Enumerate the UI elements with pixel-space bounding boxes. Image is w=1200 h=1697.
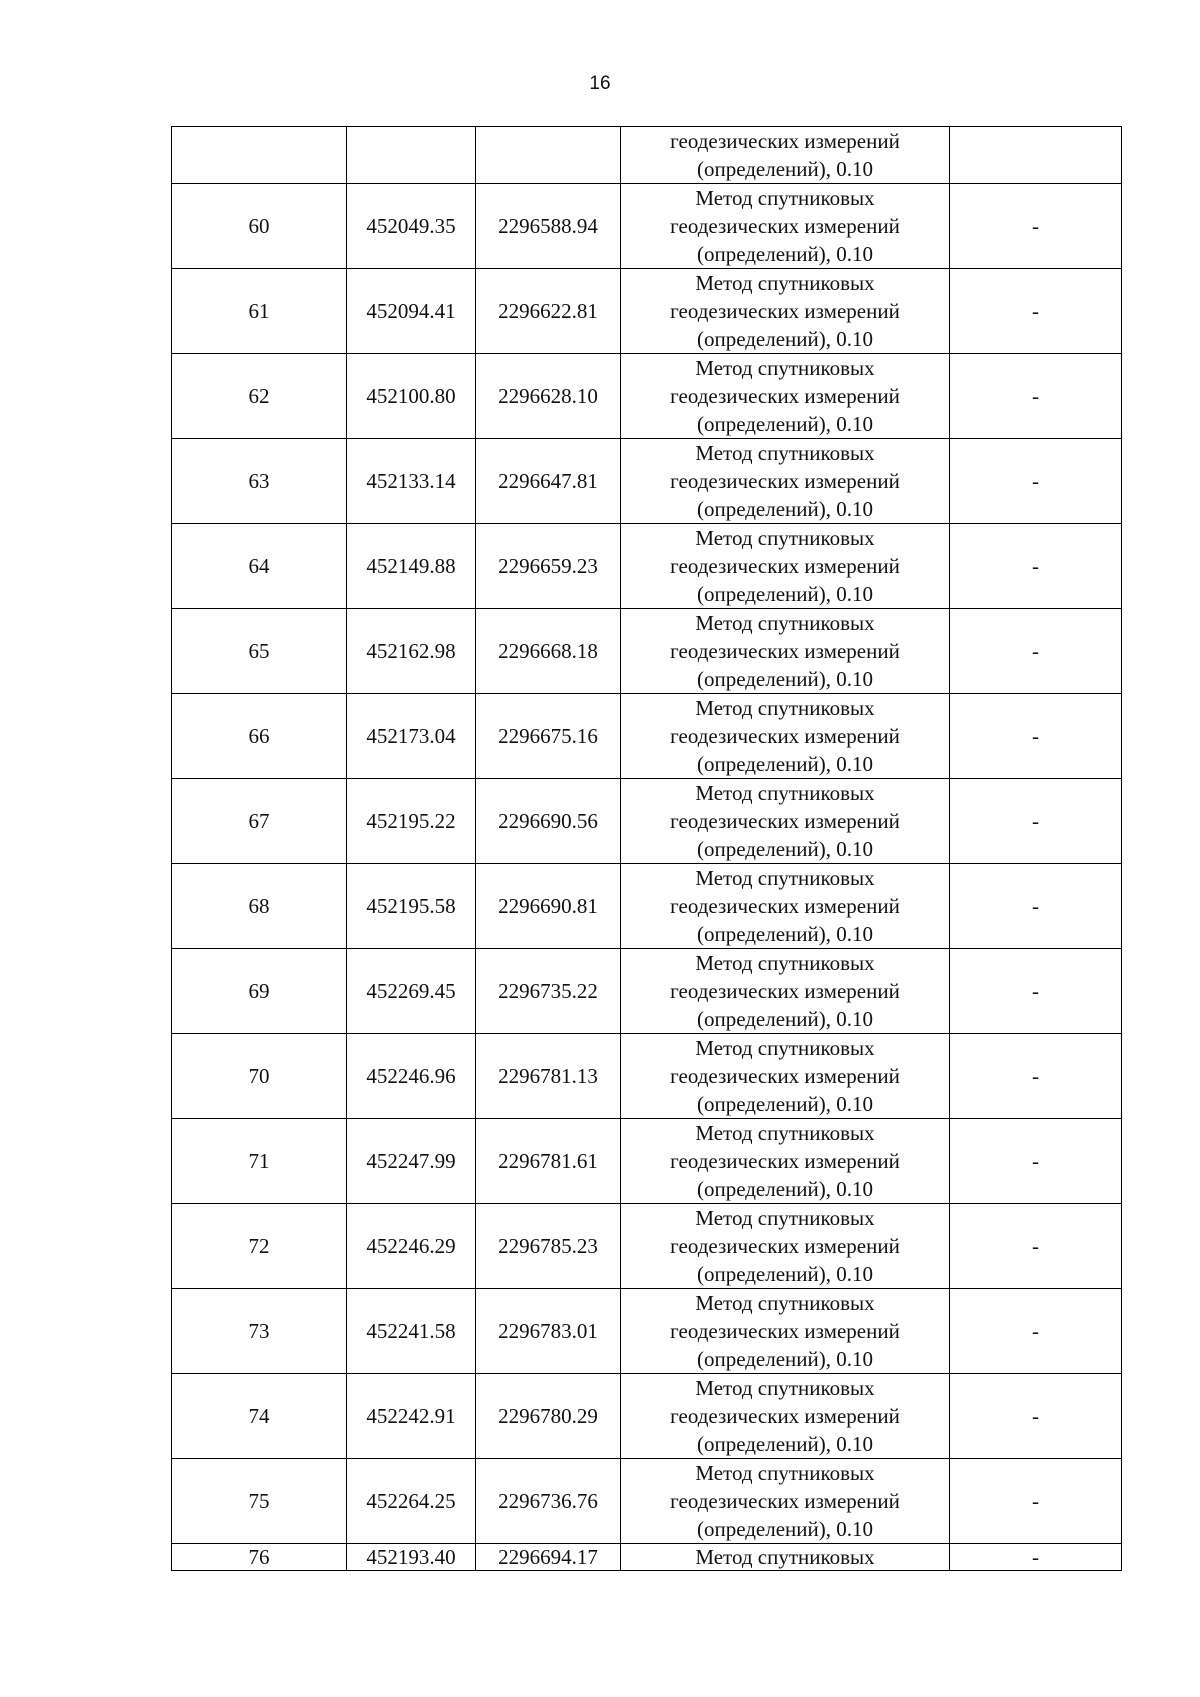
- cell-method: Метод спутниковых геодезических измерений (определений), 0.10: [621, 524, 950, 609]
- cell-x: 452247.99: [347, 1119, 476, 1204]
- table-row: [172, 1204, 1122, 1289]
- table-row-truncated: [172, 1544, 1122, 1571]
- cell-y: 2296668.18: [476, 609, 621, 694]
- cell-y: 2296675.16: [476, 694, 621, 779]
- cell-x: 452195.22: [347, 779, 476, 864]
- cell-description: -: [950, 524, 1122, 609]
- cell-x: 452195.58: [347, 864, 476, 949]
- cell-x: 452049.35: [347, 184, 476, 269]
- cell-number: 66: [172, 694, 347, 779]
- cell-method: Метод спутниковых геодезических измерений (определений), 0.10: [621, 1289, 950, 1374]
- table-row: [172, 1289, 1122, 1374]
- cell-method: Метод спутниковых геодезических измерений (определений), 0.10: [621, 439, 950, 524]
- table-row: [172, 184, 1122, 269]
- table-row: [172, 439, 1122, 524]
- cell-description: -: [950, 184, 1122, 269]
- cell-y: 2296781.13: [476, 1034, 621, 1119]
- cell-x: 452246.96: [347, 1034, 476, 1119]
- cell-method: геодезических измерений (определений), 0.10: [621, 127, 950, 184]
- table-row: [172, 524, 1122, 609]
- cell-number: 62: [172, 354, 347, 439]
- cell-number: 72: [172, 1204, 347, 1289]
- cell-method: Метод спутниковых: [621, 1544, 950, 1571]
- cell-description: -: [950, 1544, 1122, 1571]
- cell-x: [347, 127, 476, 184]
- cell-description: -: [950, 1034, 1122, 1119]
- cell-description: -: [950, 1204, 1122, 1289]
- cell-y: 2296659.23: [476, 524, 621, 609]
- cell-description: -: [950, 609, 1122, 694]
- cell-x: 452264.25: [347, 1459, 476, 1544]
- cell-y: 2296783.01: [476, 1289, 621, 1374]
- table-row-continuation: [172, 127, 1122, 184]
- cell-number: 69: [172, 949, 347, 1034]
- table-row: [172, 949, 1122, 1034]
- cell-method: Метод спутниковых геодезических измерений (определений), 0.10: [621, 694, 950, 779]
- table-row: [172, 864, 1122, 949]
- cell-y: 2296628.10: [476, 354, 621, 439]
- cell-description: -: [950, 949, 1122, 1034]
- cell-y: 2296690.56: [476, 779, 621, 864]
- coordinates-table-body: [172, 127, 1122, 1571]
- coordinates-table: [171, 126, 1122, 1571]
- cell-y: 2296694.17: [476, 1544, 621, 1571]
- cell-x: 452173.04: [347, 694, 476, 779]
- table-row: [172, 779, 1122, 864]
- cell-y: 2296781.61: [476, 1119, 621, 1204]
- cell-number: 61: [172, 269, 347, 354]
- cell-method: Метод спутниковых геодезических измерений (определений), 0.10: [621, 1374, 950, 1459]
- cell-description: -: [950, 439, 1122, 524]
- cell-description: -: [950, 269, 1122, 354]
- cell-description: -: [950, 864, 1122, 949]
- cell-number: 65: [172, 609, 347, 694]
- cell-number: [172, 127, 347, 184]
- cell-y: [476, 127, 621, 184]
- cell-description: -: [950, 779, 1122, 864]
- cell-x: 452094.41: [347, 269, 476, 354]
- cell-description: -: [950, 1289, 1122, 1374]
- cell-y: 2296622.81: [476, 269, 621, 354]
- cell-number: 75: [172, 1459, 347, 1544]
- cell-x: 452246.29: [347, 1204, 476, 1289]
- cell-y: 2296588.94: [476, 184, 621, 269]
- cell-x: 452269.45: [347, 949, 476, 1034]
- cell-number: 70: [172, 1034, 347, 1119]
- cell-y: 2296780.29: [476, 1374, 621, 1459]
- cell-method: Метод спутниковых геодезических измерений (определений), 0.10: [621, 1034, 950, 1119]
- cell-x: 452241.58: [347, 1289, 476, 1374]
- cell-x: 452193.40: [347, 1544, 476, 1571]
- cell-description: -: [950, 1119, 1122, 1204]
- cell-number: 76: [172, 1544, 347, 1571]
- cell-method: Метод спутниковых геодезических измерений (определений), 0.10: [621, 864, 950, 949]
- cell-x: 452149.88: [347, 524, 476, 609]
- cell-description: -: [950, 694, 1122, 779]
- table-row: [172, 1374, 1122, 1459]
- cell-number: 71: [172, 1119, 347, 1204]
- page-number: 16: [589, 73, 611, 94]
- cell-y: 2296785.23: [476, 1204, 621, 1289]
- cell-number: 63: [172, 439, 347, 524]
- cell-y: 2296690.81: [476, 864, 621, 949]
- table-row: [172, 694, 1122, 779]
- cell-y: 2296735.22: [476, 949, 621, 1034]
- cell-method: Метод спутниковых геодезических измерений (определений), 0.10: [621, 184, 950, 269]
- cell-number: 73: [172, 1289, 347, 1374]
- table-row: [172, 269, 1122, 354]
- table-row: [172, 609, 1122, 694]
- cell-method: Метод спутниковых геодезических измерений (определений), 0.10: [621, 949, 950, 1034]
- table-row: [172, 1119, 1122, 1204]
- cell-number: 74: [172, 1374, 347, 1459]
- cell-method: Метод спутниковых геодезических измерений (определений), 0.10: [621, 609, 950, 694]
- table-row: [172, 354, 1122, 439]
- cell-description: [950, 127, 1122, 184]
- cell-description: -: [950, 1459, 1122, 1544]
- cell-x: 452242.91: [347, 1374, 476, 1459]
- cell-y: 2296647.81: [476, 439, 621, 524]
- cell-description: -: [950, 1374, 1122, 1459]
- table-row: [172, 1459, 1122, 1544]
- cell-number: 67: [172, 779, 347, 864]
- cell-y: 2296736.76: [476, 1459, 621, 1544]
- cell-description: -: [950, 354, 1122, 439]
- cell-method: Метод спутниковых геодезических измерений (определений), 0.10: [621, 1459, 950, 1544]
- cell-method: Метод спутниковых геодезических измерений (определений), 0.10: [621, 1204, 950, 1289]
- cell-method: Метод спутниковых геодезических измерений (определений), 0.10: [621, 354, 950, 439]
- cell-number: 68: [172, 864, 347, 949]
- cell-method: Метод спутниковых геодезических измерений (определений), 0.10: [621, 269, 950, 354]
- cell-x: 452100.80: [347, 354, 476, 439]
- cell-x: 452133.14: [347, 439, 476, 524]
- cell-x: 452162.98: [347, 609, 476, 694]
- table-row: [172, 1034, 1122, 1119]
- cell-number: 60: [172, 184, 347, 269]
- cell-method: Метод спутниковых геодезических измерений (определений), 0.10: [621, 779, 950, 864]
- cell-method: Метод спутниковых геодезических измерений (определений), 0.10: [621, 1119, 950, 1204]
- cell-number: 64: [172, 524, 347, 609]
